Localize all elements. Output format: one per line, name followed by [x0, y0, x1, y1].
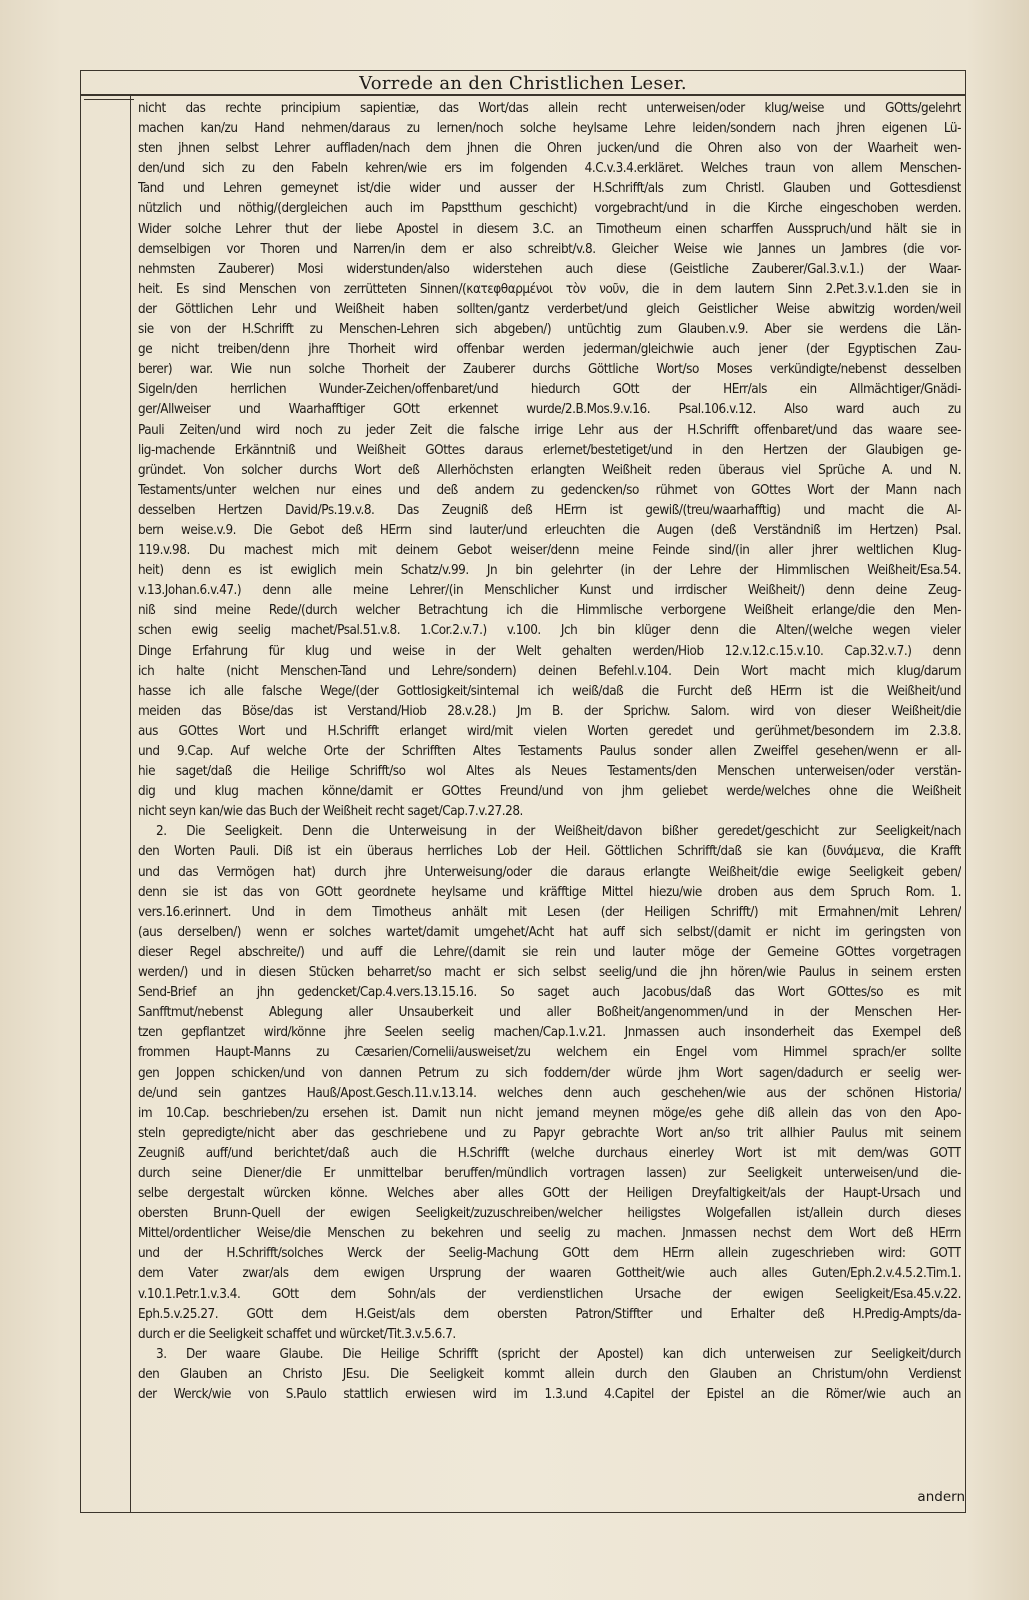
text-line: selbe dergestalt würcken könne. Welches aber alles GOtt der Heiligen Dreyfaltigkeit/als der Haupt-Ursach und — [138, 1186, 961, 1202]
margin-tick — [84, 99, 134, 100]
text-line: hasse ich alle falsche Wege/(der Gottlosigkeit/sintemal ich weiß/daß die Furcht deß HErrn ist die Weißheit/und — [138, 683, 961, 699]
text-line: de/und sein gantzes Hauß/Apost.Gesch.11.v.13.14. welches denn auch geschehen/wie aus der schönen Historia/ — [138, 1085, 961, 1101]
text-line: Wider solche Lehrer thut der liebe Apostel in diesem 3.C. an Timotheum einen scharffen Ausspruch/und hält sie in — [138, 221, 961, 237]
text-line: nicht das rechte principium sapientiæ, das Wort/das allein recht unterweisen/oder klug/weise und GOtts/gelehrt — [138, 101, 961, 116]
text-line: den Worten Pauli. Diß ist ein überaus herrliches Lob der Heil. Göttlichen Schrifft/daß sie kan (δυνάμενα, die Krafft — [138, 844, 961, 860]
text-line: aus GOttes Wort und H.Schrifft erlanget wird/mit vielen Worten geredet und gerühmet/besondern im 2.3.8. — [138, 723, 961, 739]
text-line: demselbigen vor Thoren und Narren/in dem er also schreibt/v.8. Gleicher Weise wie Jannes un Jambres (die vor- — [138, 241, 961, 257]
text-line: dieser Regel abschreite/) und auff die Lehre/(damit sie rein und lauter möge der Gemeine GOttes vorgetragen — [138, 944, 961, 960]
text-line: Eph.5.v.25.27. GOtt dem H.Geist/als dem obersten Patron/Stiffter und Erhalter deß H.Predig-Ampts/da- — [138, 1306, 961, 1322]
text-line: schen ewig seelig machet/Psal.51.v.8. 1.Cor.2.v.7.) v.100. Jch bin klüger denn die Alten/(welche wegen vieler — [138, 623, 961, 639]
text-line: durch seine Diener/die Er unmittelbar beruffen/mündlich vortragen lassen) zur Seeligkeit unterweisen/und die- — [138, 1165, 961, 1181]
text-line: ger/Allweiser und Waarhafftiger GOtt erkennet wurde/2.B.Mos.9.v.16. Psal.106.v.12. Also ward auch zu — [138, 402, 961, 418]
text-line: gen Joppen schicken/und von dannen Petrum zu sich foddern/der würde jhm Wort sagen/dadurch er seelig wer- — [138, 1065, 961, 1081]
text-line: Dinge Erfahrung für klug und weise in der Welt gehalten werden/Hiob 12.v.12.c.15.v.10. Cap.32.v.7.) denn — [138, 643, 961, 659]
text-line: obersten Brunn-Quell der ewigen Seeligkeit/zuzuschreiben/welcher heiligstes Wolgefallen ist/allein durch dieses — [138, 1206, 961, 1222]
text-line: frommen Haupt-Manns zu Cæsarien/Cornelii/ausweiset/zu welchem ein Engel vom Himmel sprach/er sollte — [138, 1045, 961, 1061]
running-head: Vorrede an den Christlichen Leser. — [359, 73, 687, 94]
text-line: 3. Der waare Glaube. Die Heilige Schrifft (spricht der Apostel) kan dich unterweisen zur Seeligkeit/durch — [156, 1346, 961, 1362]
text-line: und der H.Schrifft/solches Werck der Seelig-Machung GOtt dem HErrn allein zugeschrieben wird: GOTT — [138, 1246, 961, 1262]
text-line: und das Vermögen hat) durch jhre Unterweisung/oder die daraus erlangte Weißheit/die ewige Seeligkeit geben/ — [138, 864, 961, 880]
text-line: Sanfftmut/nebenst Ablegung aller Unsauberkeit und aller Boßheit/angenommen/und in der Menschen Her- — [138, 1005, 961, 1021]
header-rule — [80, 70, 966, 96]
text-line: berer) war. Wie nun solche Thorheit der Zauberer durchs Göttliche Wort/so Moses verkündigte/nebenst desselben — [138, 362, 961, 378]
text-line: sten jhnen selbst Lehrer auffladen/nach dem jhnen die Ohren jucken/und die Ohren also von der Waarheit wen- — [138, 141, 961, 157]
text-line: heit. Es sind Menschen von zerrütteten Sinnen/(κατεφθαρμένοι τὸν νοῦν, die in dem lautern Sinn 2.Pet.3.v.1.den sie in — [138, 281, 961, 297]
text-line: niß sind meine Rede/(durch welcher Betrachtung ich die Himmlische verborgene Weißheit erlange/die den Men- — [138, 603, 961, 619]
text-line: und 9.Cap. Auf welche Orte der Schrifften Altes Testaments Paulus sonder allen Zweiffel gesehen/wenn er all- — [138, 744, 961, 759]
text-line: v.13.Johan.6.v.47.) denn alle meine Lehrer/(in Menschlicher Kunst und irrdischer Weißheit/) denn deine Zeug- — [138, 583, 961, 599]
text-line: den Glauben an Christo JEsu. Die Seeligkeit kommt allein durch den Glauben an Christum/ohn Verdienst — [138, 1366, 961, 1382]
text-line: Mittel/ordentlicher Weise/die Menschen zu bekehren und seelig zu machen. Jnmassen nechst dem Wort deß HErrn — [138, 1226, 961, 1242]
text-line: v.10.1.Petr.1.v.3.4. GOtt dem Sohn/als der verdienstlichen Ursache der ewigen Seeligkeit/Esa.45.v.22. — [138, 1286, 961, 1302]
text-line: 119.v.98. Du machest mich mit deinem Gebot weiser/denn meine Feinde sind/(in aller jhrer weltlichen Klug- — [138, 543, 961, 559]
text-line: Sigeln/den herrlichen Wunder-Zeichen/offenbaret/und hiedurch GOtt der HErr/als ein Allmächtiger/Gnädi- — [138, 382, 961, 398]
text-line: steln gepredigte/nicht aber das geschriebene und zu Papyr gebrachte Wort an/so trit allhier Paulus mit seinem — [138, 1125, 961, 1141]
text-line: ich halte (nicht Menschen-Tand und Lehre/sondern) deinen Befehl.v.104. Dein Wort macht mich klug/darum — [138, 663, 961, 679]
text-line: durch er die Seeligkeit schaffet und würcket/Tit.3.v.5.6.7. — [138, 1326, 456, 1342]
text-line: vers.16.erinnert. Und in dem Timotheus anhält mit Lesen (der Heiligen Schrifft/) mit Ermahnen/mit Lehren/ — [138, 904, 961, 920]
catchword: andern — [917, 1489, 965, 1505]
text-line: desselben Hertzen David/Ps.19.v.8. Das Zeugniß deß HErrn ist gewiß/(treu/waarhafftig) und macht die Al- — [138, 502, 961, 518]
text-line: hie saget/daß die Heilige Schrifft/so wol Altes als Neues Testaments/den Menschen unterweisen/oder verstän- — [138, 764, 961, 780]
text-body — [138, 99, 961, 1494]
text-line: der Göttlichen Lehr und Weißheit haben sollten/gantz verderbet/und gleich Geistlicher Weise abwitzig worden/weil — [138, 301, 961, 317]
text-line: heit) denn es ist ewiglich mein Schatz/v.99. Jn bin gelehrter (in der Lehre der Himmlischen Weißheit/Esa.54. — [138, 563, 961, 579]
text-line: meiden das Böse/das ist Verstand/Hiob 28.v.28.) Jm B. der Sprichw. Salom. wird von dieser Weißheit/die — [138, 703, 961, 719]
text-line: gründet. Von solcher durchs Wort deß Allerhöchsten erlangten Weißheit reden überaus viel Sprüche A. und N. — [138, 462, 961, 478]
text-line: Pauli Zeiten/und wird noch zu jeder Zeit die falsche irrige Lehr aus der H.Schrifft offenbaret/und das waare see- — [138, 422, 961, 438]
text-line: ge nicht treiben/denn jhre Thorheit wird offenbar werden jederman/gleichwie auch jener (der Egyptischen Zau- — [138, 342, 961, 358]
text-line: machen kan/zu Hand nehmen/daraus zu lernen/noch solche heylsame Lehre leiden/sondern nach jhren eigenen Lü- — [138, 121, 961, 137]
text-line: (aus derselben/) wenn er solches wartet/damit umgehet/Acht hat auff sich selbst/(damit er nicht im geringsten von — [138, 924, 961, 940]
text-line: sie von der H.Schrifft zu Menschen-Lehren sich abgeben/) untüchtig zum Glauben.v.9. Aber sie werdens die Län- — [138, 322, 961, 338]
text-line: Send-Brief an jhn gedencket/Cap.4.vers.13.15.16. So saget auch Jacobus/daß das Wort GOttes/so es mit — [138, 985, 961, 1001]
text-line: im 10.Cap. beschrieben/zu ersehen ist. Damit nun nicht jemand meynen möge/es gehe diß allein das von den Apo- — [138, 1105, 961, 1121]
text-line: nehmsten Zauberer) Mosi widerstunden/also widerstehen auch diese (Geistliche Zauberer/Gal.3.v.1.) der Waar- — [138, 261, 961, 277]
text-line: Tand und Lehren gemeynet ist/die wider und ausser der H.Schrifft/als zum Christl. Glauben und Gottesdienst — [138, 181, 961, 197]
text-line: Testaments/unter welchen nur eines und deß andern zu gedencken/so rühmet von GOttes Wort der Mann nach — [138, 482, 961, 498]
text-line: bern weise.v.9. Die Gebot deß HErrn sind lauter/und erleuchten die Augen (deß Verständniß im Hertzen) Psal. — [138, 522, 961, 538]
text-line: 2. Die Seeligkeit. Denn die Unterweisung in der Weißheit/davon bißher geredet/geschicht zur Seeligkeit/nach — [156, 824, 961, 840]
text-line: tzen gepflantzet wird/könne jhre Seelen seelig machen/Cap.1.v.21. Jnmassen auch insonderheit das Exempel deß — [138, 1025, 961, 1041]
text-line: den/und sich zu den Fabeln kehren/wie ers im folgenden 4.C.v.3.4.erkläret. Welches traun von allem Menschen- — [138, 161, 961, 177]
text-line: nützlich und nöthig/(dergleichen auch im Papstthum geschicht) vorgebracht/und in die Kirche eingeschoben werden. — [138, 201, 961, 217]
text-line: denn sie ist das von GOtt geordnete heylsame und kräfftige Mittel hiezu/wie droben aus dem Spruch Rom. 1. — [138, 884, 961, 900]
text-line: dig und klug machen könne/damit er GOttes Freund/und von jhm geliebet werde/welches ohne die Weißheit — [138, 784, 961, 800]
text-line: dem Vater zwar/als dem ewigen Ursprung der waaren Gottheit/wie auch alles Guten/Eph.2.v.4.5.2.Tim.1. — [138, 1266, 961, 1282]
text-line: der Werck/wie von S.Paulo stattlich erwiesen wird im 1.3.und 4.Capitel der Epistel an die Römer/wie auch an — [138, 1387, 961, 1402]
text-line: lig-machende Erkänntniß und Weißheit GOttes daraus erlernet/bestetiget/und in den Hertzen der Glaubigen ge- — [138, 442, 961, 458]
text-line: werden/) und in diesen Stücken beharret/so macht er sich selbst seelig/und die jhn hören/wie Paulus in seinem ersten — [138, 965, 961, 981]
text-line: nicht seyn kan/wie das Buch der Weißheit recht saget/Cap.7.v.27.28. — [138, 804, 523, 820]
text-line: Zeugniß auff/und berichtet/daß auch die H.Schrifft (welche durchaus einerley Wort ist mit dem/was GOTT — [138, 1145, 961, 1161]
margin-rule — [130, 96, 131, 1513]
